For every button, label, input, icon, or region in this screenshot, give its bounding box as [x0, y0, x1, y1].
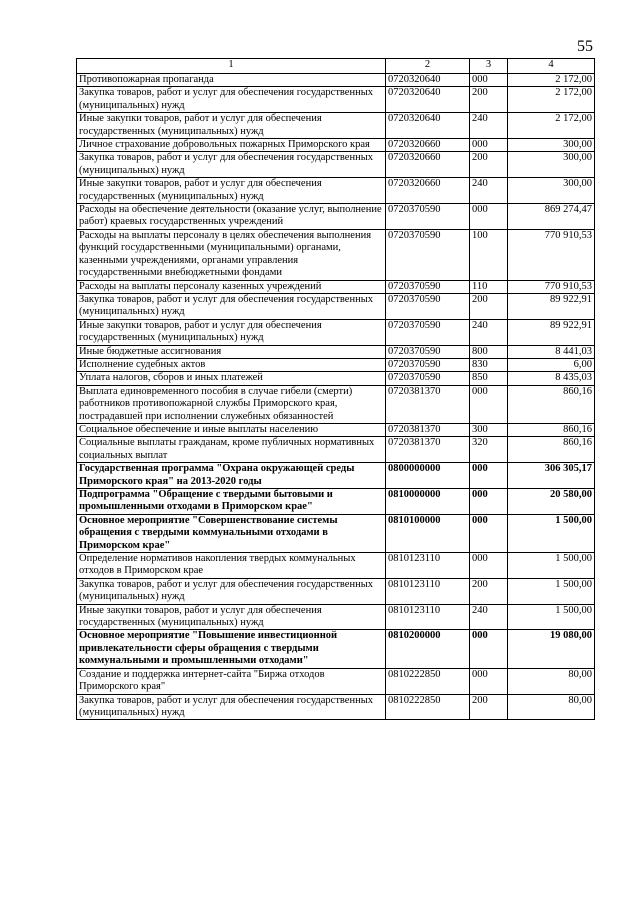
row-amount-cell: 2 172,00 — [508, 113, 595, 139]
budget-table — [76, 58, 595, 720]
row-code-cell: 0720370590 — [386, 229, 470, 280]
row-expense-type-cell: 200 — [470, 87, 508, 113]
table-row — [77, 437, 595, 463]
row-name-cell: Создание и поддержка интернет-сайта "Биржа отходов Приморского края" — [77, 668, 386, 694]
row-code-cell: 0720320660 — [386, 152, 470, 178]
row-amount-cell: 89 922,91 — [508, 319, 595, 345]
row-code-cell: 0720370590 — [386, 345, 470, 358]
table-row — [77, 113, 595, 139]
header-col-3: 3 — [470, 59, 508, 74]
table-row — [77, 280, 595, 293]
header-col-4: 4 — [508, 59, 595, 74]
row-expense-type-cell: 000 — [470, 463, 508, 489]
row-amount-cell: 1 500,00 — [508, 604, 595, 630]
row-expense-type-cell: 850 — [470, 372, 508, 385]
row-name-cell: Исполнение судебных актов — [77, 358, 386, 371]
row-amount-cell: 1 500,00 — [508, 578, 595, 604]
row-code-cell: 0720370590 — [386, 204, 470, 230]
row-code-cell: 0720370590 — [386, 372, 470, 385]
row-amount-cell: 860,16 — [508, 385, 595, 423]
table-row — [77, 630, 595, 668]
row-expense-type-cell: 110 — [470, 280, 508, 293]
row-code-cell: 0720320640 — [386, 74, 470, 87]
row-code-cell: 0720370590 — [386, 358, 470, 371]
row-amount-cell: 19 080,00 — [508, 630, 595, 668]
row-name-cell: Закупка товаров, работ и услуг для обеспечения государственных (муниципальных) нужд — [77, 87, 386, 113]
table-body — [77, 74, 595, 720]
row-code-cell: 0720370590 — [386, 280, 470, 293]
row-expense-type-cell: 240 — [470, 604, 508, 630]
row-amount-cell: 2 172,00 — [508, 74, 595, 87]
row-expense-type-cell: 000 — [470, 630, 508, 668]
row-expense-type-cell: 240 — [470, 178, 508, 204]
row-amount-cell: 300,00 — [508, 139, 595, 152]
table-row — [77, 204, 595, 230]
row-name-cell: Иные закупки товаров, работ и услуг для обеспечения государственных (муниципальных) нужд — [77, 604, 386, 630]
row-name-cell: Закупка товаров, работ и услуг для обеспечения государственных (муниципальных) нужд — [77, 578, 386, 604]
row-name-cell: Закупка товаров, работ и услуг для обеспечения государственных (муниципальных) нужд — [77, 694, 386, 720]
row-expense-type-cell: 200 — [470, 578, 508, 604]
row-amount-cell: 860,16 — [508, 437, 595, 463]
row-name-cell: Определение нормативов накопления твердых коммунальных отходов в Приморском крае — [77, 553, 386, 579]
row-expense-type-cell: 300 — [470, 423, 508, 436]
table-row — [77, 152, 595, 178]
row-code-cell: 0720370590 — [386, 293, 470, 319]
table-row — [77, 372, 595, 385]
row-expense-type-cell: 000 — [470, 204, 508, 230]
row-expense-type-cell: 240 — [470, 113, 508, 139]
row-name-cell: Основное мероприятие "Совершенствование системы обращения с твердыми коммунальными отходами в Приморском крае" — [77, 514, 386, 552]
row-code-cell: 0720320660 — [386, 139, 470, 152]
row-name-cell: Подпрограмма "Обращение с твердыми бытовыми и промышленными отходами в Приморском крае" — [77, 489, 386, 515]
row-amount-cell: 8 441,03 — [508, 345, 595, 358]
row-expense-type-cell: 000 — [470, 553, 508, 579]
row-code-cell: 0810222850 — [386, 694, 470, 720]
row-amount-cell: 869 274,47 — [508, 204, 595, 230]
row-amount-cell: 20 580,00 — [508, 489, 595, 515]
row-name-cell: Основное мероприятие "Повышение инвестиционной привлекательности сферы обращения с твердыми коммунальными и промышленными отходами" — [77, 630, 386, 668]
row-expense-type-cell: 000 — [470, 385, 508, 423]
table-row — [77, 87, 595, 113]
row-amount-cell: 1 500,00 — [508, 553, 595, 579]
table-row — [77, 423, 595, 436]
row-amount-cell: 770 910,53 — [508, 280, 595, 293]
table-row — [77, 229, 595, 280]
row-expense-type-cell: 830 — [470, 358, 508, 371]
table-header-row — [77, 59, 595, 74]
table-row — [77, 694, 595, 720]
table-row — [77, 139, 595, 152]
row-name-cell: Государственная программа "Охрана окружающей среды Приморского края" на 2013-2020 годы — [77, 463, 386, 489]
row-amount-cell: 2 172,00 — [508, 87, 595, 113]
row-code-cell: 0810123110 — [386, 578, 470, 604]
row-expense-type-cell: 320 — [470, 437, 508, 463]
row-expense-type-cell: 000 — [470, 74, 508, 87]
row-code-cell: 0720381370 — [386, 423, 470, 436]
row-expense-type-cell: 200 — [470, 152, 508, 178]
table-row — [77, 604, 595, 630]
table-row — [77, 514, 595, 552]
row-name-cell: Закупка товаров, работ и услуг для обеспечения государственных (муниципальных) нужд — [77, 152, 386, 178]
row-name-cell: Закупка товаров, работ и услуг для обеспечения государственных (муниципальных) нужд — [77, 293, 386, 319]
row-expense-type-cell: 000 — [470, 489, 508, 515]
table-row — [77, 553, 595, 579]
row-amount-cell: 80,00 — [508, 668, 595, 694]
row-name-cell: Противопожарная пропаганда — [77, 74, 386, 87]
row-amount-cell: 89 922,91 — [508, 293, 595, 319]
row-expense-type-cell: 200 — [470, 694, 508, 720]
row-amount-cell: 1 500,00 — [508, 514, 595, 552]
row-code-cell: 0720370590 — [386, 319, 470, 345]
row-amount-cell: 300,00 — [508, 152, 595, 178]
row-name-cell: Расходы на выплаты персоналу казенных учреждений — [77, 280, 386, 293]
table-row — [77, 178, 595, 204]
table-row — [77, 463, 595, 489]
row-name-cell: Социальные выплаты гражданам, кроме публичных нормативных социальных выплат — [77, 437, 386, 463]
header-col-2: 2 — [386, 59, 470, 74]
row-amount-cell: 8 435,03 — [508, 372, 595, 385]
row-code-cell: 0810100000 — [386, 514, 470, 552]
row-code-cell: 0810200000 — [386, 630, 470, 668]
row-code-cell: 0720320640 — [386, 113, 470, 139]
table-row — [77, 489, 595, 515]
table-row — [77, 385, 595, 423]
row-name-cell: Социальное обеспечение и иные выплаты населению — [77, 423, 386, 436]
row-amount-cell: 306 305,17 — [508, 463, 595, 489]
table-row — [77, 358, 595, 371]
row-expense-type-cell: 240 — [470, 319, 508, 345]
row-code-cell: 0810000000 — [386, 489, 470, 515]
row-code-cell: 0800000000 — [386, 463, 470, 489]
row-name-cell: Иные бюджетные ассигнования — [77, 345, 386, 358]
row-expense-type-cell: 800 — [470, 345, 508, 358]
row-code-cell: 0810222850 — [386, 668, 470, 694]
table-row — [77, 293, 595, 319]
page-number: 55 — [577, 38, 593, 55]
row-name-cell: Иные закупки товаров, работ и услуг для обеспечения государственных (муниципальных) нужд — [77, 319, 386, 345]
row-amount-cell: 300,00 — [508, 178, 595, 204]
row-amount-cell: 770 910,53 — [508, 229, 595, 280]
row-expense-type-cell: 000 — [470, 139, 508, 152]
row-code-cell: 0720320660 — [386, 178, 470, 204]
row-expense-type-cell: 000 — [470, 668, 508, 694]
row-expense-type-cell: 000 — [470, 514, 508, 552]
row-expense-type-cell: 200 — [470, 293, 508, 319]
row-name-cell: Выплата единовременного пособия в случае гибели (смерти) работников противопожарной службы Приморского края, пострадавшей при исполнении служебных обязанностей — [77, 385, 386, 423]
table-row — [77, 319, 595, 345]
row-name-cell: Уплата налогов, сборов и иных платежей — [77, 372, 386, 385]
row-name-cell: Расходы на выплаты персоналу в целях обеспечения выполнения функций государственными (муниципальными) органами, казенными учреждениями, органами управления государственными внебюджетными фондами — [77, 229, 386, 280]
row-code-cell: 0810123110 — [386, 553, 470, 579]
row-amount-cell: 860,16 — [508, 423, 595, 436]
row-name-cell: Иные закупки товаров, работ и услуг для обеспечения государственных (муниципальных) нужд — [77, 178, 386, 204]
row-code-cell: 0720320640 — [386, 87, 470, 113]
row-name-cell: Личное страхование добровольных пожарных Приморского края — [77, 139, 386, 152]
table-row — [77, 668, 595, 694]
table-row — [77, 578, 595, 604]
row-name-cell: Расходы на обеспечение деятельности (оказание услуг, выполнение работ) краевых государственных учреждений — [77, 204, 386, 230]
row-amount-cell: 6,00 — [508, 358, 595, 371]
row-amount-cell: 80,00 — [508, 694, 595, 720]
row-code-cell: 0720381370 — [386, 437, 470, 463]
row-name-cell: Иные закупки товаров, работ и услуг для обеспечения государственных (муниципальных) нужд — [77, 113, 386, 139]
table-row — [77, 345, 595, 358]
table-row — [77, 74, 595, 87]
row-expense-type-cell: 100 — [470, 229, 508, 280]
header-col-1: 1 — [77, 59, 386, 74]
row-code-cell: 0810123110 — [386, 604, 470, 630]
row-code-cell: 0720381370 — [386, 385, 470, 423]
